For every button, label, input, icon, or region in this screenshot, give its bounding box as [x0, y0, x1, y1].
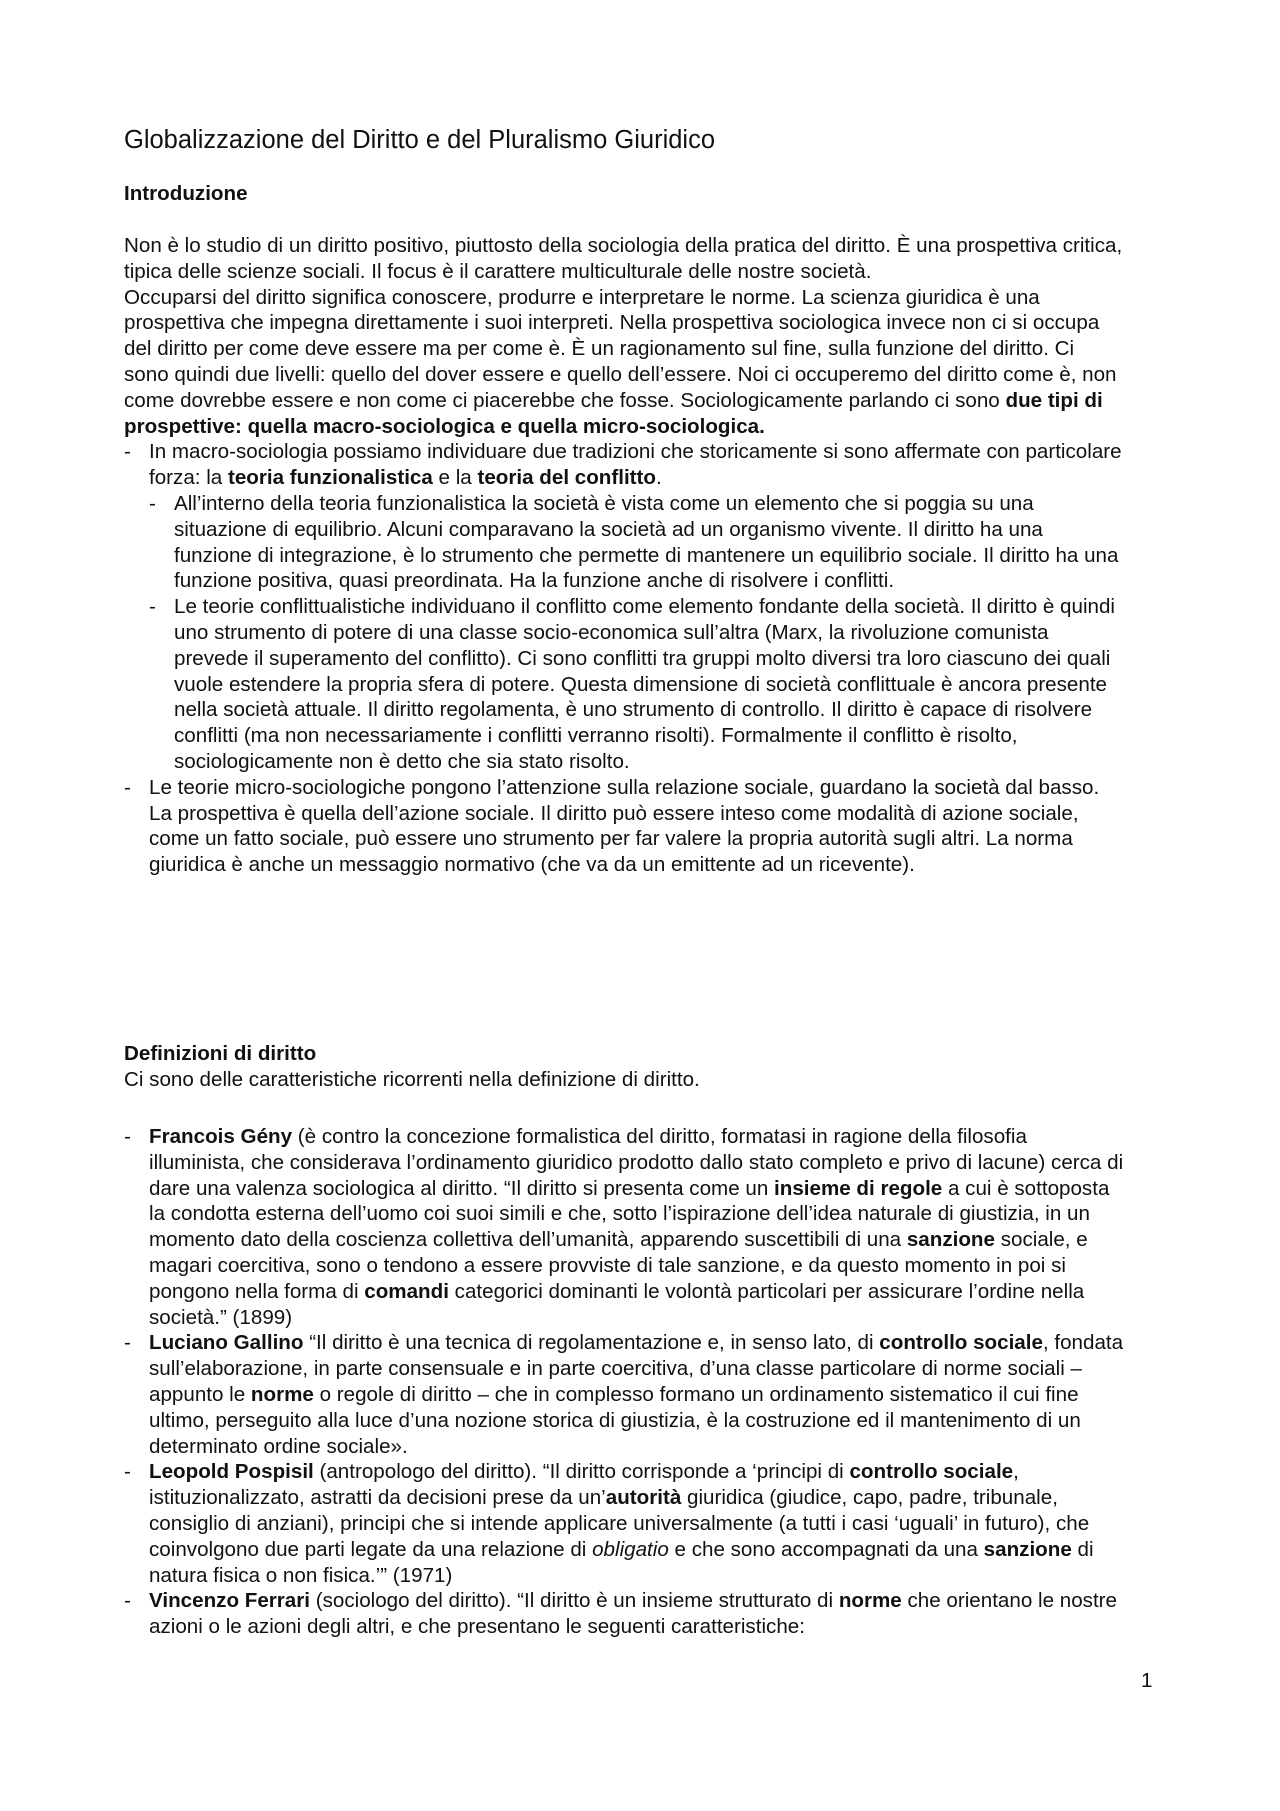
section-heading-definizioni: Definizioni di diritto	[124, 1042, 317, 1065]
list-item-macro: - In macro-sociologia possiamo individuare due tradizioni che storicamente si sono affermate con particolare forza: la teoria funzionalistica e la teoria del conflitto.	[124, 440, 1122, 490]
section-heading-introduzione: Introduzione	[124, 182, 248, 205]
dash-bullet: -	[124, 1125, 131, 1148]
paragraph: Non è lo studio di un diritto positivo, piuttosto della sociologia della pratica del diritto. È una prospettiva critica, tipica delle scienze sociali. Il focus è il carattere multiculturale delle nostre società.	[124, 234, 1123, 283]
list-item-funzionalistica: - All’interno della teoria funzionalistica la società è vista come un elemento che si poggia su una situazione di equilibrio. Alcuni comparavano la società ad un organismo vivente. Il diritto ha una funzione di integrazione, è lo strumento che permette di mantenere un equilibrio sociale. Il diritto ha una funzione positiva, quasi preordinata. Ha la funzione anche di risolvere i conflitti.	[149, 491, 1119, 593]
section-introduzione	[124, 233, 1124, 878]
paragraph: Occuparsi del diritto significa conoscere, produrre e interpretare le norme. La scienza giuridica è una prospettiva che impegna direttamente i suoi interpreti. Nella prospettiva sociologica invece non ci si occupa del diritto per come deve essere ma per come è. È un ragionamento sul fine, sulla funzione del diritto. Ci sono quindi due livelli: quello del dover essere e quello dell’essere. Noi ci occuperemo del diritto come è, non come dovrebbe essere e non come ci piacerebbe che fosse. Sociologicamente parlando ci sono due tipi di prospettive: quella macro-sociologica e quella micro-sociologica.	[124, 285, 1117, 438]
list-item-geny: - Francois Gény (è contro la concezione formalistica del diritto, formatasi in ragione della filosofia illuminista, che considerava l’ordinamento giuridico prodotto dallo stato completo e privo di lacune) cerca di dare una valenza sociologica al diritto. “Il diritto si presenta come un insieme di regole a cui è sottoposta la condotta esterna dell’uomo coi suoi simili e che, sotto l’ispirazione dell’idea naturale di giustizia, in un momento dato della coscienza collettiva dell’umanità, apparendo suscettibili di una sanzione sociale, e magari coercitiva, sono o tendono a essere provviste di tale sanzione, e da questo momento in poi si pongono nella forma di comandi categorici dominanti le volontà particolari per assicurare l’ordine nella società.” (1899)	[124, 1125, 1124, 1329]
list-item-conflitto: - Le teorie conflittualistiche individuano il conflitto come elemento fondante della società. Il diritto è quindi uno strumento di potere di una classe socio-economica sull’altra (Marx, la rivoluzione comunista prevede il superamento del conflitto). Ci sono conflitti tra gruppi molto diversi tra loro ciascuno dei quali vuole estendere la propria sfera di potere. Questa dimensione di società conflittuale è ancora presente nella società attuale. Il diritto regolamenta, è uno strumento di controllo. Il diritto è capace di risolvere conflitti (ma non necessariamente i conflitti verranno risolti). Formalmente il conflitto è risolto, sociologicamente non è detto che sia stato risolto.	[149, 595, 1116, 773]
list-item-ferrari: - Vincenzo Ferrari (sociologo del diritto). “Il diritto è un insieme strutturato di norme che orientano le nostre azioni o le azioni degli altri, e che presentano le seguenti caratteristiche:	[124, 1589, 1117, 1639]
dash-bullet: -	[124, 1589, 131, 1613]
dash-bullet: -	[124, 775, 131, 799]
dash-bullet: -	[124, 440, 131, 464]
dash-bullet: -	[149, 491, 156, 515]
list-item-gallino: - Luciano Gallino “Il diritto è una tecnica di regolamentazione e, in senso lato, di controllo sociale, fondata sull’elaborazione, in parte consensuale e in parte coercitiva, d’una classe particolare di norme sociali – appunto le norme o regole di diritto – che in complesso formano un ordinamento sistematico il cui fine ultimo, perseguito alla luce d’una nozione storica di giustizia, è la costruzione ed il mantenimento di un determinato ordine sociale».	[124, 1331, 1124, 1458]
list-item-pospisil: - Leopold Pospisil (antropologo del diritto). “Il diritto corrisponde a ‘principi di controllo sociale, istituzionalizzato, astratti da decisioni prese da un’autorità giuridica (giudice, capo, padre, tribunale, consiglio di anziani), principi che si intende applicare universalmente (a tutti i casi ‘uguali’ in futuro), che coinvolgono due parti legate da una relazione di obligatio e che sono accompagnati da una sanzione di natura fisica o non fisica.’” (1971)	[124, 1460, 1094, 1587]
section-definizioni	[124, 1041, 1124, 1093]
dash-bullet: -	[149, 595, 156, 619]
definitions-list	[124, 1124, 1124, 1640]
page-number: 1	[1141, 1669, 1153, 1692]
list-item-micro: - Le teorie micro-sociologiche pongono l’attenzione sulla relazione sociale, guardano la società dal basso. La prospettiva è quella dell’azione sociale. Il diritto può essere inteso come modalità di azione sociale, come un fatto sociale, può essere uno strumento per far valere la propria autorità sugli altri. La norma giuridica è anche un messaggio normativo (che va da un emittente ad un ricevente).	[124, 775, 1100, 877]
document-title: Globalizzazione del Diritto e del Pluralismo Giuridico	[124, 126, 716, 154]
dash-bullet: -	[124, 1331, 131, 1355]
dash-bullet: -	[124, 1460, 131, 1484]
paragraph: Ci sono delle caratteristiche ricorrenti nella definizione di diritto.	[124, 1067, 700, 1091]
